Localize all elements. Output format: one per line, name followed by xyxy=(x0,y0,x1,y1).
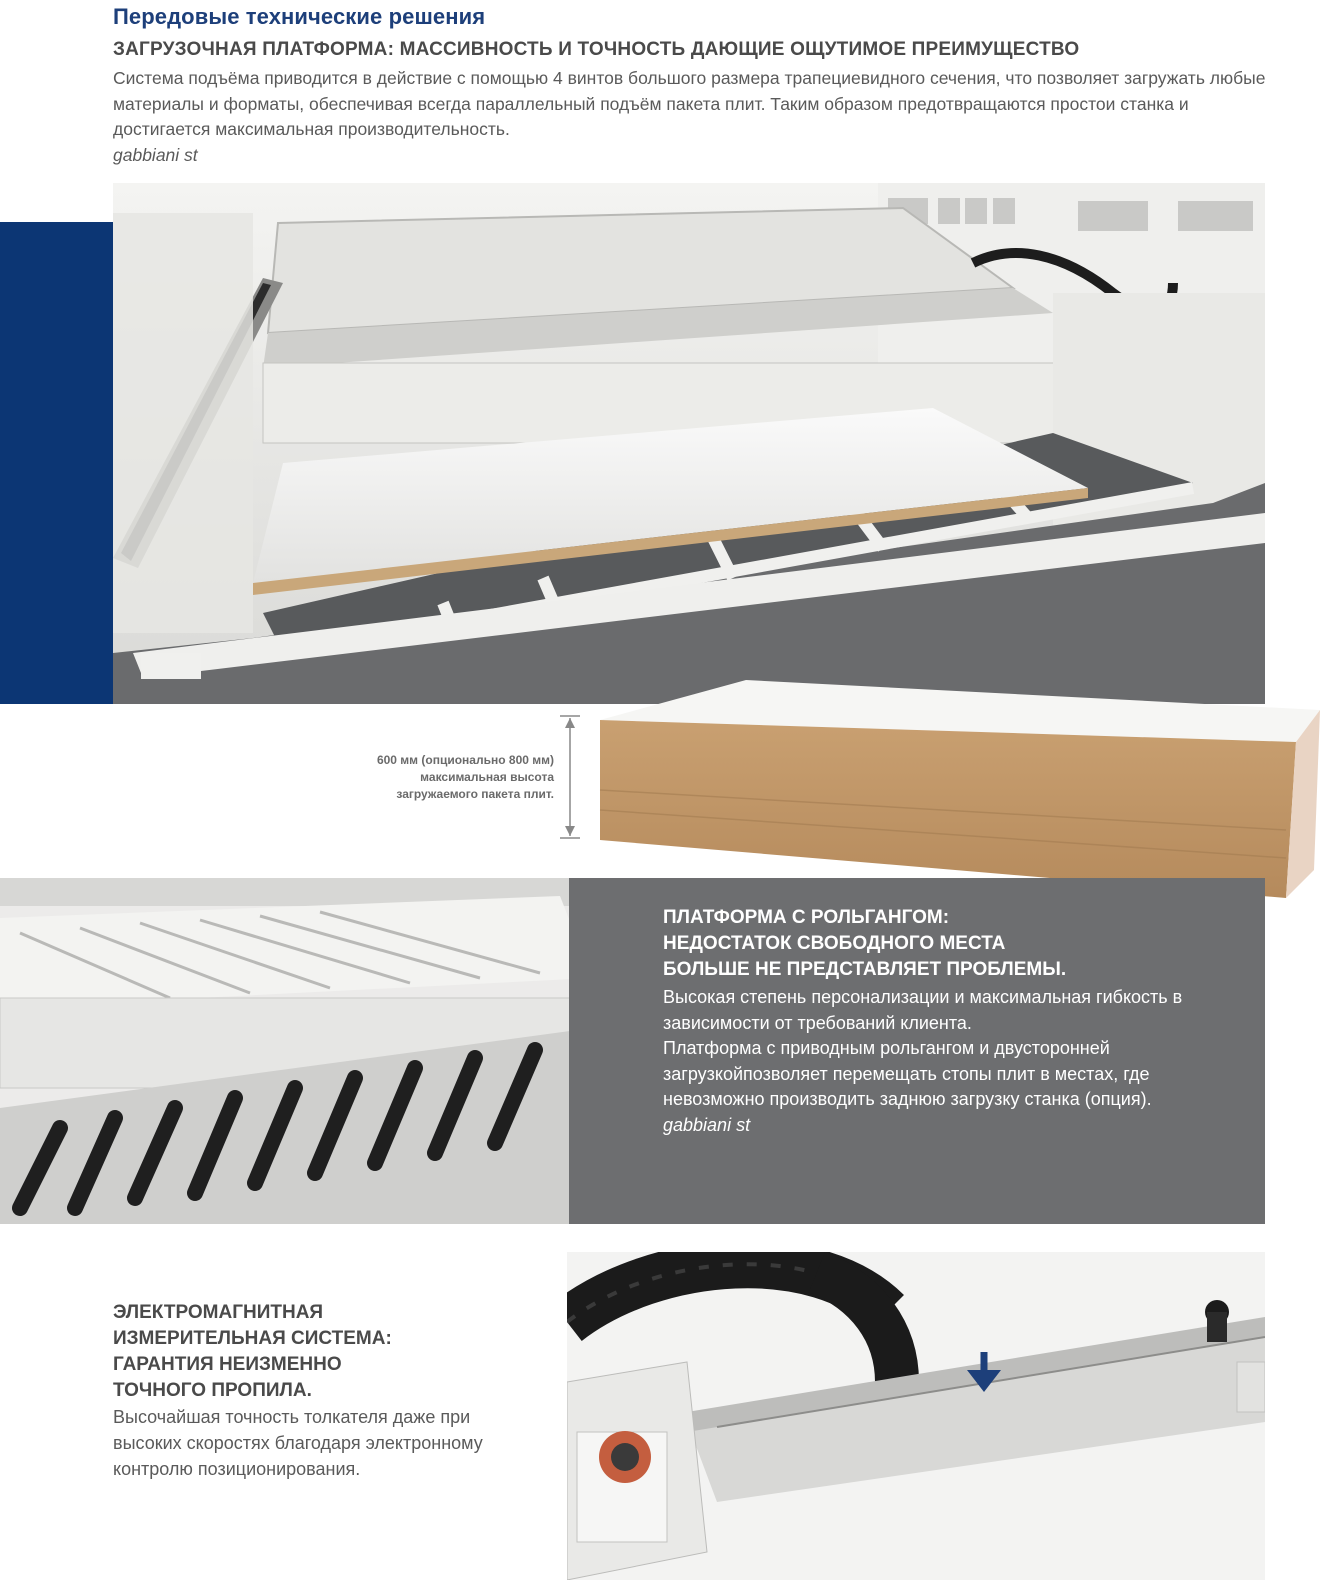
loading-platform-illustration xyxy=(113,183,1265,704)
page-title: Передовые технические решения xyxy=(113,4,486,29)
height-dimension-arrow xyxy=(558,714,582,840)
measurement-system-text: Высочайшая точность толкателя даже при высоких скоростях благодаря электронному контролю позиционирования. xyxy=(113,1407,483,1479)
roller-platform-photo xyxy=(0,878,592,1224)
measurement-system-heading: ЭЛЕКТРОМАГНИТНАЯ ИЗМЕРИТЕЛЬНАЯ СИСТЕМА: ГАРАНТИЯ НЕИЗМЕННО ТОЧНОГО ПРОПИЛА. xyxy=(113,1302,392,1401)
model-name: gabbiani st xyxy=(113,144,198,165)
brand-accent-bar xyxy=(0,222,113,704)
roller-conveyor-illustration xyxy=(0,878,592,1224)
roller-platform-text-1: Высокая степень персонализации и максимальная гибкость в зависимости от требований клиента. xyxy=(663,987,1183,1033)
loading-platform-description: Система подъёма приводится в действие с помощью 4 винтов большого размера трапециевидного сечения, что позволяет загружать любые материалы и форматы, обеспечивая всегда параллельный подъём пакета плит. Таким образом предотвращаются простои станка и достигается максимальная производительность. xyxy=(113,68,1266,139)
rack-and-pinion-illustration xyxy=(567,1252,1265,1580)
stack-height-label xyxy=(300,752,554,803)
loading-platform-heading: ЗАГРУЗОЧНАЯ ПЛАТФОРМА: МАССИВНОСТЬ И ТОЧНОСТЬ ДАЮЩИЕ ОЩУТИМОЕ ПРЕИМУЩЕСТВО xyxy=(113,39,1080,60)
stack-height-value: 600 мм (опционально 800 мм) xyxy=(376,753,554,767)
loading-platform-text xyxy=(113,66,1268,168)
roller-platform-model: gabbiani st xyxy=(663,1114,751,1135)
stack-height-caption-2: загружаемого пакета плит. xyxy=(396,787,554,801)
roller-platform-text xyxy=(663,985,1223,1139)
roller-platform-text-2: Платформа с приводным рольгангом и двусторонней загрузкойпозволяет перемещать стопы плит в местах, где невозможно производить заднюю загрузку станка (опция). xyxy=(663,1038,1152,1110)
roller-platform-heading: ПЛАТФОРМА С РОЛЬГАНГОМ: НЕДОСТАТОК СВОБОДНОГО МЕСТА БОЛЬШЕ НЕ ПРЕДСТАВЛЯЕТ ПРОБЛЕМЫ. xyxy=(663,907,1067,980)
measurement-system-photo xyxy=(567,1252,1265,1580)
loading-platform-photo xyxy=(113,183,1265,704)
stack-height-caption-1: максимальная высота xyxy=(420,770,554,784)
